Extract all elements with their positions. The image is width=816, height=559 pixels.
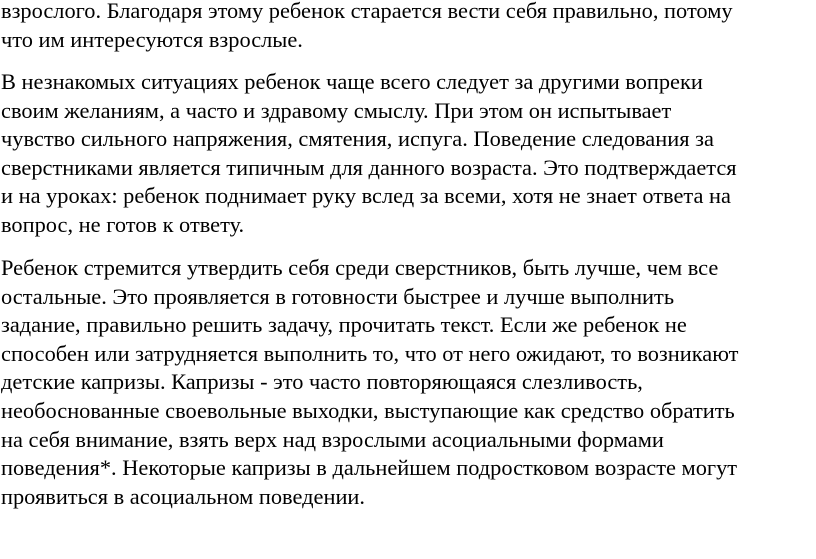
text-line: Ребенок стремится утвердить себя среди сверстников, быть лучше, чем все <box>1 255 719 280</box>
text-line: поведения*. Некоторые капризы в дальнейшем подростковом возрасте могут <box>1 455 738 481</box>
text-line: сверстниками является типичным для данного возраста. Это подтверждается <box>1 154 737 180</box>
text-line: на себя внимание, взять верх над взрослыми асоциальными формами <box>1 426 664 452</box>
paragraph-2 <box>1 68 737 240</box>
text-line: задание, правильно решить задачу, прочитать текст. Если же ребенок не <box>1 312 687 338</box>
text-line: вопрос, не готов к ответу. <box>1 211 245 237</box>
text-line: необоснованные своевольные выходки, выступающие как средство обратить <box>1 397 735 423</box>
text-line: способен или затрудняется выполнить то, что от него ожидают, то возникают <box>1 340 739 366</box>
text-line: своим желаниям, а часто и здравому смыслу. При этом он испытывает <box>1 97 672 123</box>
text-line: остальные. Это проявляется в готовности быстрее и лучше выполнить <box>1 283 675 309</box>
text-line: В незнакомых ситуациях ребенок чаще всего следует за другими вопреки <box>1 69 703 94</box>
paragraph-3 <box>1 254 738 511</box>
text-line: что им интересуются взрослые. <box>1 26 303 52</box>
text-line: проявиться в асоциальном поведении. <box>1 483 366 509</box>
text-line: детские капризы. Капризы - это часто повторяющаяся слезливость, <box>1 369 643 395</box>
text-line: взрослого. Благодаря этому ребенок старается вести себя правильно, потому <box>1 0 733 23</box>
text-line: и на уроках: ребенок поднимает руку вслед за всеми, хотя не знает ответа на <box>1 183 731 209</box>
paragraph-1 <box>1 0 733 54</box>
text-line: чувство сильного напряжения, смятения, испуга. Поведение следования за <box>1 126 714 152</box>
